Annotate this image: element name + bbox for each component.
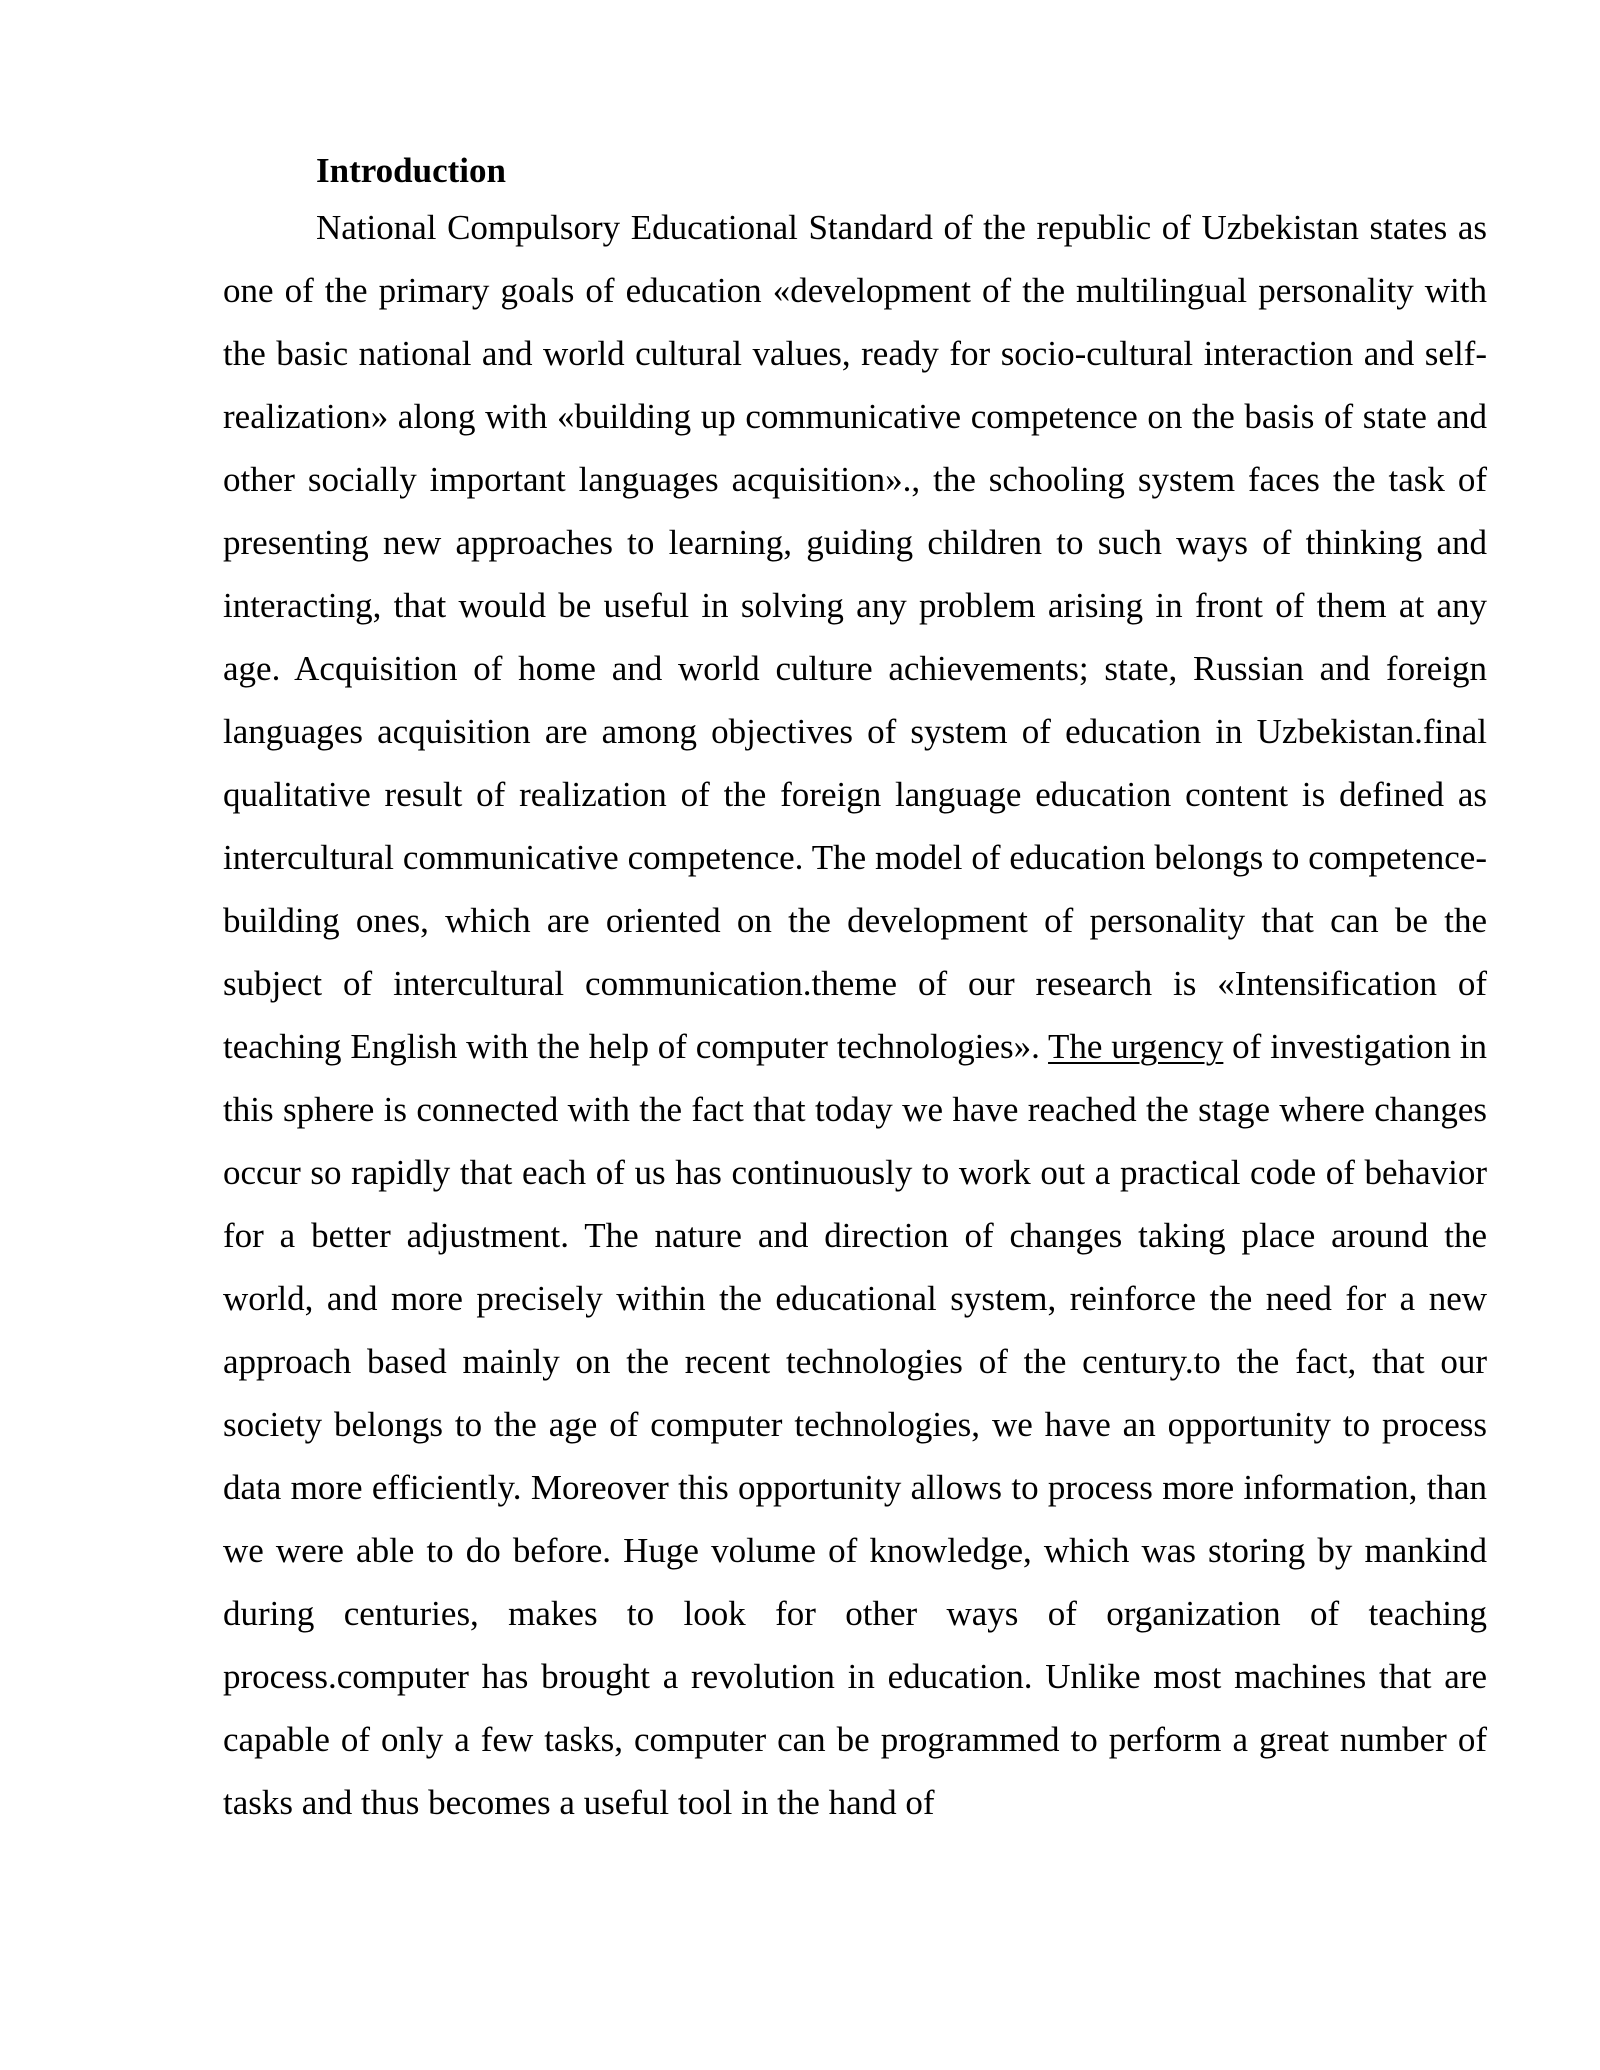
underlined-phrase: The urgency — [1048, 1027, 1224, 1066]
paragraph-text-part2: of investigation in this sphere is connected with the fact that today we have reached the stage where changes occur so rapidly that each of us has continuously to work out a practical code of behavior for a better adjustment. The nature and direction of changes taking place around the world, and more precisely within the educational system, reinforce the need for a new approach based mainly on the recent technologies of the century.to the fact, that our society belongs to the age of computer technologies, we have an opportunity to process data more efficiently. Moreover this opportunity allows to process more information, than we were able to do before. Huge volume of knowledge, which was storing by mankind during centuries, makes to look for other ways of organization of teaching process.computer has brought a revolution in education. Unlike most machines that are capable of only a few tasks, computer can be programmed to perform a great number of tasks and thus becomes a useful tool in the hand of — [223, 1027, 1487, 1822]
page-content — [223, 146, 1487, 1834]
body-paragraph — [223, 196, 1487, 1834]
section-heading: Introduction — [316, 151, 506, 190]
paragraph-text-part1: National Compulsory Educational Standard of the republic of Uzbekistan states as one of the primary goals of education «development of the multilingual personality with the basic national and world cultural values, ready for socio-cultural interaction and self-realization» along with «building up communicative competence on the basis of state and other socially important languages acquisition»., the schooling system faces the task of presenting new approaches to learning, guiding children to such ways of thinking and interacting, that would be useful in solving any problem arising in front of them at any age. Acquisition of home and world culture achievements; state, Russian and foreign languages acquisition are among objectives of system of education in Uzbekistan.final qualitative result of realization of the foreign language education content is defined as intercultural communicative competence. The model of education belongs to competence-building ones, which are oriented on the development of personality that can be the subject of intercultural communication.theme of our research is «Intensification of teaching English with the help of computer technologies». — [223, 208, 1487, 1066]
